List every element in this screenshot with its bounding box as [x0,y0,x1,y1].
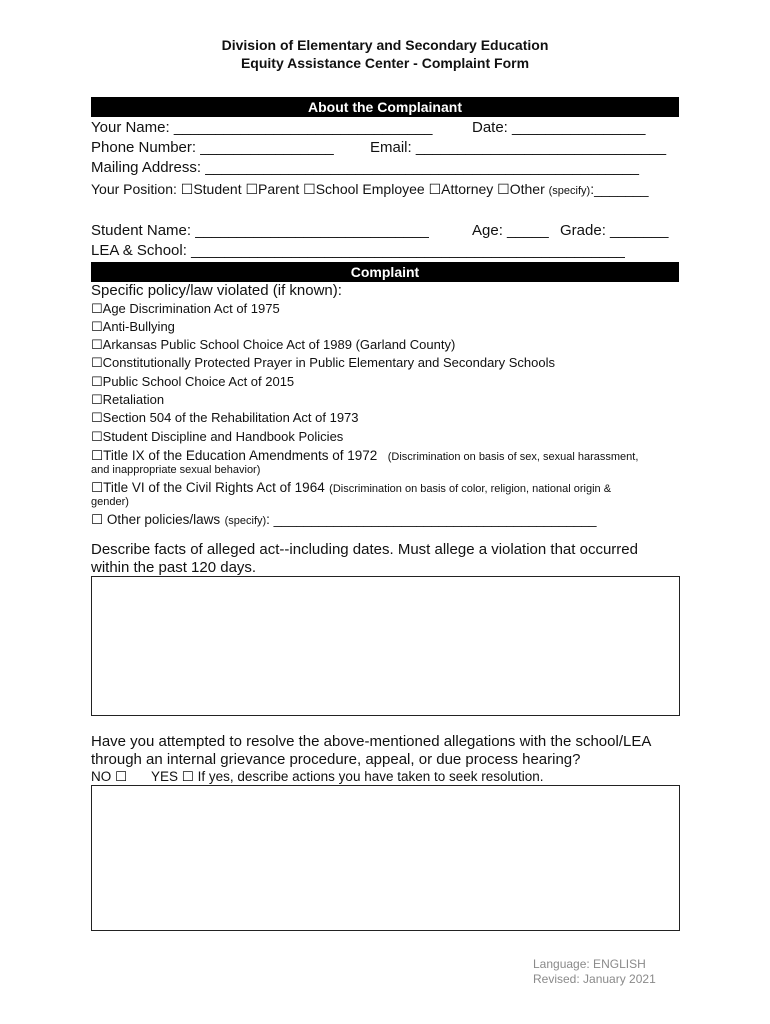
policy-other-checkbox[interactable]: ☐ Other policies/laws [91,512,221,527]
policy-label: Specific policy/law violated (if known): [91,282,342,299]
footer-revised: Revised: January 2021 [533,972,656,986]
your-name-field[interactable]: Your Name: _______________________________ [91,119,433,136]
position-label: Your Position: [91,181,177,197]
title-vi-note: (Discrimination on basis of color, religion, national origin & [329,483,612,495]
resolve-yes-checkbox[interactable]: YES ☐ If yes, describe actions you have taken to seek resolution. [151,769,544,784]
policy-title-ix-row [91,447,638,465]
section-heading-complainant: About the Complainant [91,97,679,117]
facts-prompt-line-2: within the past 120 days. [91,559,257,576]
position-student-checkbox[interactable]: ☐Student [180,181,242,197]
position-school-employee-checkbox[interactable]: ☐School Employee [303,181,425,197]
facts-prompt-line-1: Describe facts of alleged act--including dates. Must allege a violation that occurred [91,541,638,558]
policy-protected-prayer-checkbox[interactable]: ☐Constitutionally Protected Prayer in Public Elementary and Secondary Schools [91,355,556,370]
grade-field[interactable]: Grade: _______ [560,222,669,239]
policy-retaliation-checkbox[interactable]: ☐Retaliation [91,392,165,407]
position-specify-note: (specify) [548,185,591,197]
mailing-address-field[interactable]: Mailing Address: ____________________________________________________ [91,159,640,176]
policy-other-specify-field[interactable]: : ___________________________________________ [266,512,597,527]
policy-age-discrimination-checkbox[interactable]: ☐Age Discrimination Act of 1975 [91,301,280,316]
age-field[interactable]: Age: _____ [472,222,549,239]
position-attorney-checkbox[interactable]: ☐Attorney [428,181,494,197]
policy-title-ix-checkbox[interactable]: ☐Title IX of the Education Amendments of 1972 [91,448,378,463]
header-line-2: Equity Assistance Center - Complaint Form [240,55,530,71]
section-heading-complaint: Complaint [91,262,679,282]
header-line-1: Division of Elementary and Secondary Education [221,37,549,53]
student-name-field[interactable]: Student Name: ____________________________ [91,222,429,239]
position-other-specify-field[interactable]: :_______ [590,181,649,197]
position-row [91,181,649,198]
policy-title-vi-row [91,479,611,497]
resolve-prompt-line-1: Have you attempted to resolve the above-mentioned allegations with the school/LEA [91,733,652,750]
facts-textarea[interactable] [91,576,680,716]
policy-other-specify-note: (specify) [224,515,267,527]
policy-anti-bullying-checkbox[interactable]: ☐Anti-Bullying [91,319,175,334]
position-parent-checkbox[interactable]: ☐Parent [245,181,300,197]
email-field[interactable]: Email: ______________________________ [370,139,667,156]
policy-student-discipline-checkbox[interactable]: ☐Student Discipline and Handbook Policies [91,429,344,444]
phone-number-field[interactable]: Phone Number: ________________ [91,139,334,156]
resolve-prompt-line-2: through an internal grievance procedure, appeal, or due process hearing? [91,751,581,768]
title-ix-note-cont: and inappropriate sexual behavior) [91,464,261,476]
footer-language: Language: ENGLISH [533,957,646,971]
policy-title-vi-checkbox[interactable]: ☐Title VI of the Civil Rights Act of 1964 [91,480,325,495]
policy-other-row [91,511,597,529]
position-other-checkbox[interactable]: ☐Other [497,181,545,197]
policy-public-school-choice-checkbox[interactable]: ☐Public School Choice Act of 2015 [91,374,295,389]
resolution-textarea[interactable] [91,785,680,931]
resolve-no-checkbox[interactable]: NO ☐ [91,769,128,784]
title-ix-note: (Discrimination on basis of sex, sexual harassment, [387,451,639,463]
date-field[interactable]: Date: ________________ [472,119,646,136]
lea-school-field[interactable]: LEA & School: ____________________________________________________ [91,242,625,259]
policy-section-504-checkbox[interactable]: ☐Section 504 of the Rehabilitation Act of 1973 [91,410,359,425]
policy-arkansas-school-choice-checkbox[interactable]: ☐Arkansas Public School Choice Act of 1989 (Garland County) [91,337,456,352]
title-vi-note-cont: gender) [91,496,129,508]
